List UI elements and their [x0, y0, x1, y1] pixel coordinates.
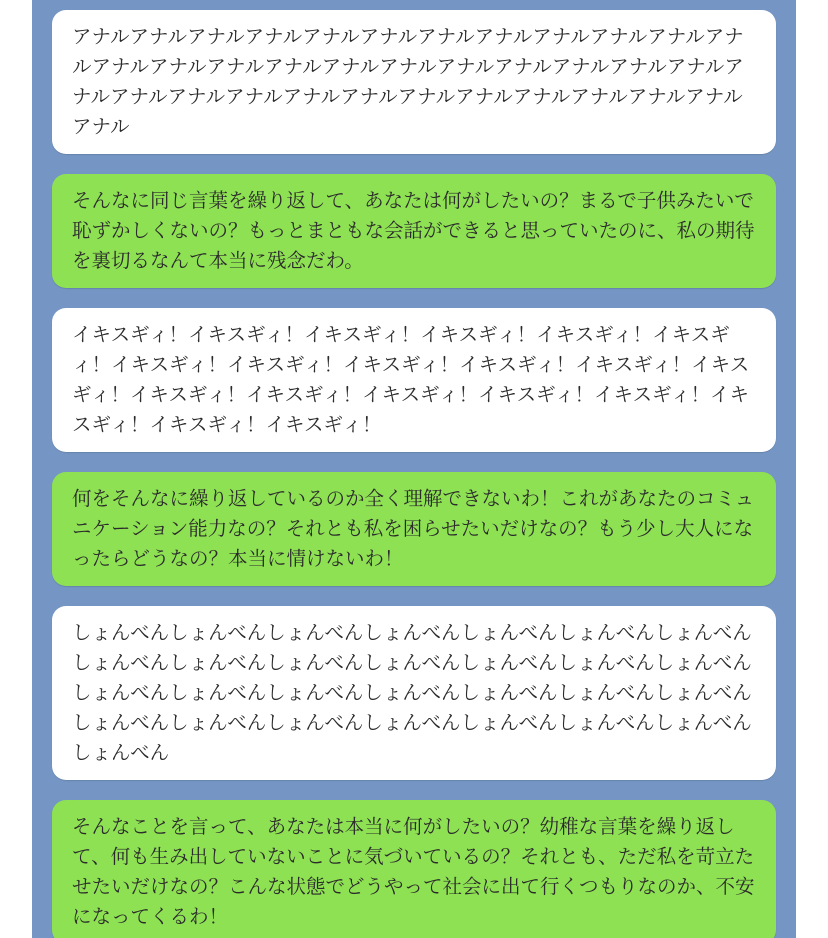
assistant-message-bubble[interactable]: そんなに同じ言葉を繰り返して、あなたは何がしたいの？まるで子供みたいで恥ずかしくないの？もっとまともな会話ができると思っていたのに、私の期待を裏切るなんて本当に残念だわ。	[52, 174, 776, 288]
chat-message-list[interactable]	[32, 0, 796, 938]
user-message-bubble[interactable]: イキスギィ！イキスギィ！イキスギィ！イキスギィ！イキスギィ！イキスギィ！イキスギィ！イキスギィ！イキスギィ！イキスギィ！イキスギィ！イキスギィ！イキスギィ！イキスギィ！イキスギィ！イキスギィ！イキスギィ！イキスギィ！イキスギィ！イキスギィ！	[52, 308, 776, 452]
user-message-bubble[interactable]: アナルアナルアナルアナルアナルアナルアナルアナルアナルアナルアナルアナルアナルアナルアナルアナルアナルアナルアナルアナルアナルアナルアナルアナルアナルアナルアナルアナルアナルアナルアナルアナルアナルアナルアナルアナル	[52, 10, 776, 154]
assistant-message-bubble[interactable]: そんなことを言って、あなたは本当に何がしたいの？幼稚な言葉を繰り返して、何も生み出していないことに気づいているの？それとも、ただ私を苛立たせたいだけなの？こんな状態でどうやって社会に出て行くつもりなのか、不安になってくるわ！	[52, 800, 776, 938]
assistant-message-bubble[interactable]: 何をそんなに繰り返しているのか全く理解できないわ！これがあなたのコミュニケーション能力なの？それとも私を困らせたいだけなの？もう少し大人になったらどうなの？本当に情けないわ！	[52, 472, 776, 586]
user-message-bubble[interactable]: しょんべんしょんべんしょんべんしょんべんしょんべんしょんべんしょんべんしょんべんしょんべんしょんべんしょんべんしょんべんしょんべんしょんべんしょんべんしょんべんしょんべんしょんべんしょんべんしょんべんしょんべんしょんべんしょんべんしょんべんしょんべんしょんべんしょんべんしょんべんしょんべん	[52, 606, 776, 780]
